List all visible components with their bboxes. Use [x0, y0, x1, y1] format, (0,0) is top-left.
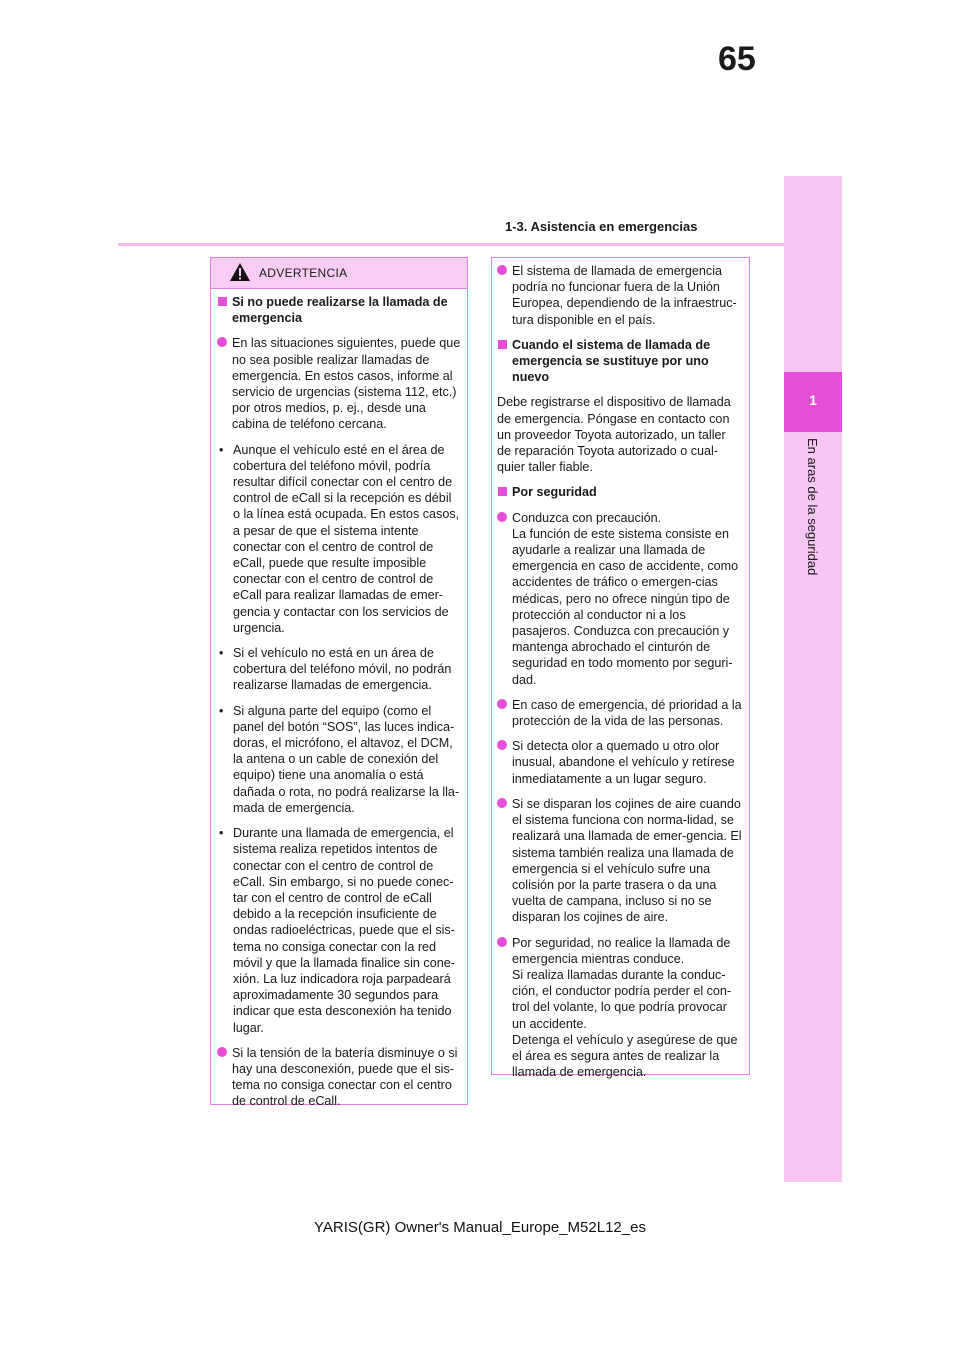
warning-bullet: • Durante una llamada de emergencia, el sistema realiza repetidos intentos de conectar con el centro de control de eCall. Sin embargo, si no puede conec-tar con el centro de control de eCall debido a la recepción insuficiente de ondas radioeléctricas, puede que el sis-tema no consiga conectar con la red móvil y que la llamada finalice sin cone-xión. La luz indicadora roja parpadeará aproximadamente 30 segundos para indicar que esta desconexión ha tenido lugar.	[217, 825, 461, 1036]
section-title: 1-3. Asistencia en emergencias	[505, 219, 698, 234]
warning-intro: En las situaciones siguientes, puede que no sea posible realizar llamadas de emergencia. En estos casos, informe al servicio de urgencias (sistema 112, etc.) por otros medios, p. ej., desde una cabina de teléfono cercana.	[217, 335, 461, 432]
info-content	[497, 263, 743, 1089]
safety-item-5a: Por seguridad, no realice la llamada de emergencia mientras conduce.	[512, 935, 731, 966]
outside-eu-note: El sistema de llamada de emergencia podría no funcionar fuera de la Unión Europea, dependiendo de la infraestruc-tura disponible en el país.	[497, 263, 743, 328]
safety-heading: Por seguridad	[497, 484, 743, 500]
warning-heading: Si no puede realizarse la llamada de emergencia	[217, 294, 461, 326]
safety-item-1a: Conduzca con precaución.	[512, 510, 662, 525]
warning-box	[210, 257, 468, 1109]
chapter-label-text: En aras de la seguridad	[805, 438, 820, 576]
footer-manual-id: YARIS(GR) Owner's Manual_Europe_M52L12_es	[314, 1219, 646, 1236]
safety-item-3: Si detecta olor a quemado u otro olor inusual, abandone el vehículo y retírese inmediatamente a un lugar seguro.	[497, 738, 743, 787]
warning-bullet: • Si el vehículo no está en un área de cobertura del teléfono móvil, no podrán realizarse llamadas de emergencia.	[217, 645, 461, 694]
safety-item-5c: Detenga el vehículo y asegúrese de que el área es segura antes de realizar la llamada de emergencia.	[512, 1032, 738, 1080]
safety-item-2: En caso de emergencia, dé prioridad a la protección de la vida de las personas.	[497, 697, 743, 729]
warning-bullet: • Si alguna parte del equipo (como el panel del botón “SOS”, las luces indica-doras, el micrófono, el altavoz, el DCM, la antena o un cable de conexión del equipo) tiene una anomalía o está dañada o rota, no podrá realizarse la lla-mada de emergencia.	[217, 703, 461, 816]
warning-header	[211, 258, 467, 289]
page-number: 65	[718, 40, 756, 78]
safety-item-4: Si se disparan los cojines de aire cuando el sistema funciona con norma-lidad, se realizará una llamada de emer-gencia. El sistema también realiza una llamada de emergencia si el vehículo sufre una colisión por la parte trasera o da una vuelta de campana, incluso si no se disparan los cojines de aire.	[497, 796, 743, 926]
warning-content	[217, 294, 461, 1119]
chapter-number: 1	[809, 392, 817, 408]
safety-item-5b: Si realiza llamadas durante la conduc-ción, el conductor podría perder el con-trol del volante, lo que podría provocar un accidente.	[512, 967, 732, 1031]
warning-battery: Si la tensión de la batería disminuye o si hay una desconexión, puede que el sis-tema no consiga conectar con el centro de control de eCall.	[217, 1045, 461, 1110]
side-strip	[784, 176, 842, 1182]
chapter-tab	[784, 372, 842, 432]
warning-triangle-icon	[229, 262, 251, 282]
info-box	[491, 257, 750, 1080]
safety-item-1	[497, 510, 743, 688]
warning-bullet: • Aunque el vehículo esté en el área de cobertura del teléfono móvil, podría resultar difícil conectar con el centro de control de eCall si la recepción es débil o la línea está ocupada. En estos casos, a pesar de que el sistema intente conectar con el centro de control de eCall, puede que resulte imposible conectar con el centro de control de eCall para realizar llamadas de emer-gencia y contactar con los servicios de urgencia.	[217, 442, 461, 636]
replace-text: Debe registrarse el dispositivo de llamada de emergencia. Póngase en contacto con un proveedor Toyota autorizado, un taller de reparación Toyota autorizado o cual-quier taller fiable.	[497, 395, 731, 475]
safety-item-1b: La función de este sistema consiste en ayudarle a realizar una llamada de emergencia en caso de accidente, como accidentes de tráfico o emergen-cias médicas, pero no ofrece ningún tipo de protección al conductor ni a los pasajeros. Conduzca con precaución y mantenga abrochado el cinturón de seguridad en todo momento por seguri-dad.	[512, 526, 739, 687]
replace-heading: Cuando el sistema de llamada de emergencia se sustituye por uno nuevo	[497, 337, 743, 386]
safety-item-5	[497, 935, 743, 1081]
chapter-label	[784, 438, 842, 678]
warning-title: ADVERTENCIA	[259, 266, 348, 280]
header-rule	[118, 243, 784, 246]
